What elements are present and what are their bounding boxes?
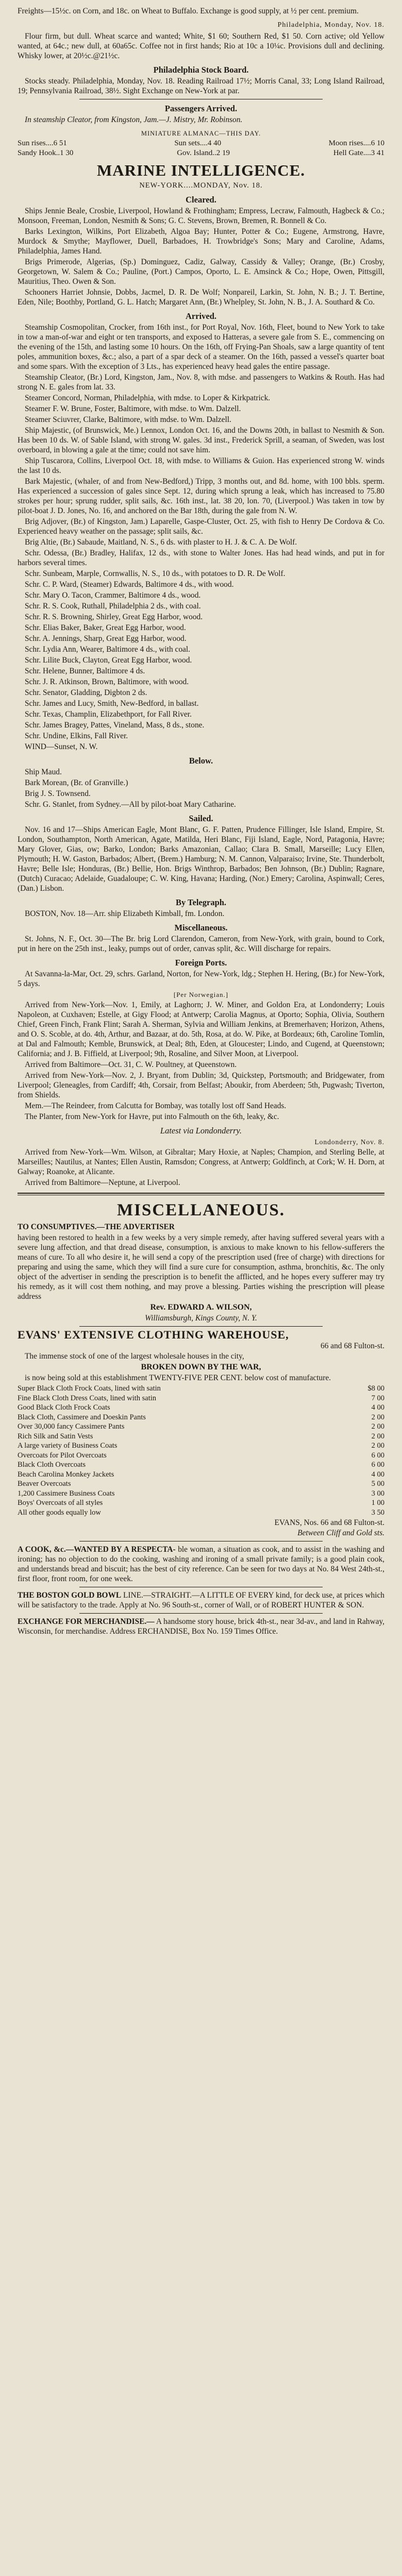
price-row: [18, 1413, 384, 1422]
telegraph-text: BOSTON, Nov. 18—Arr. ship Elizabeth Kimball, fm. London.: [25, 909, 225, 918]
arrived-entry: Steamship Cosmopolitan, Crocker, from 16th inst., for Port Royal, Nov. 16th, Fleet, bound to New York to take in tow a man-of-war and eight or ten transports, and exposed to Hatteras, a severe gale from S. E., commencing on the evening of the 15th, and lasting some 10 hours. On the 16th, off Frying-Pan Shoals, saw a large quantity of tent poles, ammunition boxes, &c.; also, a part of a spar deck of a steamer. On the 16th, passed a vessel's quarter boat and some spars. With the exception of 3 Lts., has experienced heavy head gales the entire passage.: [18, 323, 384, 371]
phila-market-text: Flour firm, but dull. Wheat scarce and wanted; White, $1 60; Southern Red, $1 50. Corn active; old Yellow wanted, at 64c.; new dull, at 60a65c. Coffee not in first hands; Rio at 10c a 10¼c. Provisions dull and declining. Whisky lower, at 20½c.@21½c.: [18, 32, 384, 60]
ship-ad-body: LINE.—STRAIGHT.—A LITTLE OF EVERY kind, for deck use, at prices which will be satisfactory to the trade. Apply at No. 96 South-st., corner of Wall, or of ROBERT HUNTER & SON.: [18, 1591, 384, 1609]
ship-ad-lead: THE BOSTON GOLD BOWL: [18, 1591, 122, 1600]
arrived-entry: Steamer Concord, Norman, Philadelphia, with mdse. to Loper & Kirkpatrick.: [25, 394, 271, 402]
evans-ad-address: 66 and 68 Fulton-st.: [321, 1342, 384, 1350]
divider: [79, 1613, 323, 1614]
consumptives-ad-head: [18, 1222, 384, 1232]
almanac-moon-rises: Moon rises....6 10: [328, 139, 384, 147]
foreign-ports-heading: Foreign Ports.: [175, 958, 227, 968]
exchange-ad-lead: EXCHANGE FOR MERCHANDISE.—: [18, 1617, 155, 1626]
arrived-entry: Schr. Senator, Gladding, Digbton 2 ds.: [25, 688, 147, 697]
arrived-entry: Ship Majestic, (of Brunswick, Me.) Lennox, London Oct. 16, and the Downs 20th, in ballast to Nesmith & Son. Has been 10 ds. W. of Sable Island, with strong W. gales. 3d inst., Frederick Sprill, a seaman, of Sweden, was lost overboard, in blowing a gale at the time; could not save him.: [18, 426, 384, 454]
price-row: [18, 1489, 384, 1499]
wind-report: WIND—Sunset, N. W.: [25, 742, 98, 751]
consumptives-ad-lead: TO CONSUMPTIVES.—THE ADVERTISER: [18, 1223, 175, 1231]
price-item: A large variety of Business Coats: [18, 1442, 118, 1450]
cleared-entry: Brigs Primerode, Algerias, (Sp.) Dominguez, Cadiz, Galway, Cassidy & Valley; Orange, (Br.) Crosby, Georgetown, W. Salem & Co.; Pauline, (Port.) Campos, Oporto, L. E. Amsinck & Co.; Hope, Owen, Pittsgill, Mauritius, Theo. Owen & Son.: [18, 258, 384, 286]
price-value: 1 00: [371, 1499, 384, 1507]
arrived-entry: Bark Majestic, (whaler, of and from New-Bedford,) Tripp, 3 months out, and 8d. home, with 100 bbls. sperm. Has experienced a succession of gales since Sept. 12, during which sprung a leak, which has increased to 75.80 strokes per hour; sprung rudder, split sails, &c. 16th inst., lat. 38 20, lon. 70, (Liverpool.) Was taken in tow by pilot-boat J. D. Jones, No. 16, and anchored on the Bar 18th, during the gale from N. W.: [18, 477, 384, 515]
miscellaneous-ads-title: MISCELLANEOUS.: [117, 1201, 285, 1219]
arrived-entry: Brig Adjover, (Br.) of Kingston, Jam.) Laparelle, Gaspe-Cluster, Oct. 25, with fish to Henry De Cordova & Co. Experienced heavy weather on the passage; split sails, &c.: [18, 517, 384, 536]
arrived-entry: Schr. Helene, Bunner, Baltimore 4 ds.: [25, 667, 145, 675]
arrived-entry: Schr. James and Lucy, Smith, New-Bedford, in ballast.: [25, 699, 199, 708]
foreign-entry: Arrived from New-York—Nov. 2, J. Bryant, from Dublin; 3d, Quickstep, Portsmouth; and Bridgewater, from Liverpool; Gleneagles, from Cardiff; 4th, Corsair, from Belfast; Aboukir, from Aberdeen; 5th, Pugwash; Tiverton, from Shields.: [18, 1071, 384, 1099]
misc-text: St. Johns, N. F., Oct. 30—The Br. brig Lord Clarendon, Cameron, from New-York, with grain, bound to Cork, put in here on the 25th inst., leaky, pumps out of order, canvas split, &c. Will discharge for repairs.: [18, 935, 384, 953]
almanac-sun-sets: Sun sets....4 40: [174, 139, 222, 147]
foreign-entry: The Planter, from New-York for Havre, put into Falmouth on the 6th, leaky, &c.: [25, 1112, 279, 1121]
price-item: Black Cloth, Cassimere and Doeskin Pants: [18, 1413, 146, 1421]
arrived-entry: Schr. Sunbeam, Marple, Cornwallis, N. S., 10 ds., with potatoes to D. R. De Wolf.: [25, 569, 286, 578]
foreign-entry: Arrived from Baltimore—Oct. 31, C. W. Poultney, at Queenstown.: [25, 1060, 237, 1069]
latest-dateline: Londonderry, Nov. 8.: [314, 1138, 384, 1146]
evans-ad-signature: EVANS, Nos. 66 and 68 Fulton-st.: [274, 1518, 384, 1527]
price-item: Good Black Cloth Frock Coats: [18, 1403, 110, 1412]
below-entry: Brig J. S. Townsend.: [25, 789, 91, 798]
cook-ad-body: ble woman, a situation as cook, and to assist in the washing and ironing; has no objection to do the cooking, washing and ironing of a small private family; is a good plain cook, and understands bread and biscuit; has the best of city reference. Can be seen for two days at No. 84 West 24th-st., first floor, front room, for one week.: [18, 1545, 384, 1583]
stock-board-text: Stocks steady. Philadelphia, Monday, Nov. 18. Reading Railroad 17½; Morris Canal, 33; Long Island Railroad, 19; Pennsylvania Railroad, 38½. Sight Exchange on New-York at par.: [18, 77, 384, 95]
marine-dateline: NEW-YORK....MONDAY, Nov. 18.: [139, 181, 263, 190]
price-row: [18, 1470, 384, 1480]
price-row: [18, 1394, 384, 1403]
arrived-entry: Schr. Odessa, (Br.) Bradley, Halifax, 12 ds., with stone to Walter Jones. Has had head winds, and put in for harbors several times.: [18, 549, 384, 567]
misc-heading: Miscellaneous.: [174, 923, 228, 933]
consumptives-ad-address: Williamsburgh, Kings County, N. Y.: [145, 1314, 257, 1323]
below-entry: Ship Maud.: [25, 768, 62, 776]
below-heading: Below.: [189, 756, 213, 766]
price-value: 3 50: [371, 1508, 384, 1517]
price-item: Boys' Overcoats of all styles: [18, 1499, 103, 1507]
arrived-entry: Ship Tuscarora, Collins, Liverpool Oct. 18, with mdse. to Williams & Guion. Has experienced strong W. winds the last 10 ds.: [18, 456, 384, 475]
evans-ad-note: Between Cliff and Gold sts.: [297, 1529, 384, 1537]
price-row: [18, 1432, 384, 1442]
arrived-entry: Brig Altie, (Br.) Sabaude, Maitland, N. S., 6 ds. with plaster to H. J. & C. A. De Wolf.: [25, 538, 297, 547]
arrived-entry: Schr. C. P. Ward, (Steamer) Edwards, Baltimore 4 ds., with wood.: [25, 580, 234, 589]
foreign-entry: Arrived from New-York—Nov. 1, Emily, at Laghorn; J. W. Miner, and Goldon Era, at Londonderry; Louis Napoleon, at Cuxhaven; Estelle, at Gigy Flood; at Antwerp; Carolia Magnus, at Oporto; Sophia, Olivia, Southern Chief, Green Finch, Frank Flint; Sarah A. Sherman, Sylvia and William Jenkins, at Bremerhaven; Horizon, Athens, and O. S. Scoble, at do. 4th, Arthur, and Bazaar, at do. 5th, Rosa, at do. W. Pike, at Bordeaux; 6th, Caroline Tomlin, at Dal and Falmouth; Kemble, Brunswick, at Deal; 8th, Eden, at Gloucester; Lindo, and Cugend, at Queenstown; California; and J. B. Fiffield, at Liverpool; 9th, Rosaline, and Silver Moon, at Liverpool.: [18, 1001, 384, 1058]
price-item: 1,200 Cassimere Business Coats: [18, 1489, 115, 1498]
price-item: Overcoats for Pilot Overcoats: [18, 1451, 107, 1460]
price-value: 2 00: [371, 1422, 384, 1431]
arrived-entry: Schr. James Bragey, Pattes, Vineland, Mass, 8 ds., stone.: [25, 721, 205, 730]
price-row: [18, 1508, 384, 1518]
foreign-source-note: [Per Norwegian.]: [173, 991, 229, 998]
almanac-row-2: [18, 148, 384, 158]
price-item: All other goods equally low: [18, 1508, 101, 1517]
below-entry: Schr. G. Stanlet, from Sydney.—All by pilot-boat Mary Catharine.: [25, 800, 236, 809]
cleared-entry: Schooners Harriet Johnsie, Dobbs, Jacmel, D. R. De Wolf; Nonpareil, Larkin, St. John, N. B.; J. T. Bertine, Eden, Nile; Boothby, Portland, G. L. Hatch; Margaret Ann, (Br.) Whelpley, St. John, N. B., J. A. Southard & Co.: [18, 288, 384, 307]
price-value: 2 00: [371, 1413, 384, 1421]
almanac-gov-island: Gov. Island..2 19: [177, 149, 230, 157]
almanac-row-1: [18, 139, 384, 148]
arrived-entry: Steamer F. W. Brune, Foster, Baltimore, with mdse. to Wm. Dalzell.: [25, 404, 241, 413]
price-item: Beaver Overcoats: [18, 1480, 71, 1488]
arrived-entry: Schr. R. S. Browning, Shirley, Great Egg Harbor, wood.: [25, 613, 203, 621]
foreign-entry: At Savanna-la-Mar, Oct. 29, schrs. Garland, Norton, for New-York, ldg.; Stephen H. Hering, (Br.) for New-York, 5 days.: [18, 970, 384, 988]
marine-intelligence-title: MARINE INTELLIGENCE.: [96, 161, 306, 179]
cleared-heading: Cleared.: [186, 195, 216, 205]
price-item: Over 30,000 fancy Cassimere Pants: [18, 1422, 125, 1431]
evans-ad-body: is now being sold at this establishment TWENTY-FIVE PER CENT. below cost of manufacture.: [25, 1374, 331, 1382]
price-value: 4 00: [371, 1470, 384, 1479]
arrived-entry: Schr. Undine, Elkins, Fall River.: [25, 732, 128, 740]
price-value: 6 00: [371, 1461, 384, 1469]
cook-ad-lead: A COOK, &c.—WANTED BY A RESPECTA-: [18, 1545, 176, 1554]
exchange-ad: [18, 1617, 384, 1636]
price-row: [18, 1422, 384, 1432]
almanac-sandy-hook: Sandy Hook..1 30: [18, 149, 74, 157]
price-value: $8 00: [367, 1384, 384, 1393]
price-row: [18, 1498, 384, 1508]
latest-heading: Latest via Londonderry.: [160, 1126, 242, 1136]
price-item: Beach Carolina Monkey Jackets: [18, 1470, 114, 1479]
arrived-entry: Steamship Cleator, (Br.) Lord, Kingston, Jam., Nov. 8, with mdse. and passengers to Watkins & Routh. Has had strong N. E. gales from lat. 33.: [18, 373, 384, 392]
sailed-heading: Sailed.: [189, 814, 213, 823]
price-row: [18, 1403, 384, 1413]
price-value: 4 00: [371, 1403, 384, 1412]
evans-ad-intro: The immense stock of one of the largest wholesale houses in the city,: [25, 1352, 244, 1361]
arrived-entry: Schr. A. Jennings, Sharp, Great Egg Harbor, wood.: [25, 634, 187, 643]
latest-entry: Arrived from Baltimore—Neptune, at Liverpool.: [25, 1178, 180, 1187]
arrived-entry: Schr. Texas, Champlin, Elizabethport, for Fall River.: [25, 710, 192, 719]
evans-ad-broken: BROKEN DOWN BY THE WAR,: [141, 1363, 261, 1371]
arrived-entry: Schr. Elias Baker, Baker, Great Egg Harbor, wood.: [25, 623, 186, 632]
cleared-entry: Barks Lexington, Wilkins, Port Elizabeth, Algoa Bay; Hunter, Potter & Co.; Eugene, Armstrong, Havre, Murdock & Smythe; Mayflower, Duell, Barbadoes, H. Trowbridge's Sons; Mary and Caroline, Adams, Philadelphia, James Hand.: [18, 227, 384, 256]
evans-ad-head: EVANS' EXTENSIVE CLOTHING WAREHOUSE,: [18, 1328, 289, 1341]
cook-ad: [18, 1545, 384, 1584]
price-item: Super Black Cloth Frock Coats, lined with satin: [18, 1384, 161, 1393]
sailed-text: Nov. 16 and 17—Ships American Eagle, Mont Blanc, G. F. Patten, Prudence Fillinger, Isle Island, Empire, St. London, Southampton, North American, Agate, Matilda, Heri Blanc, Fiji Island, Eagle, Nord, Patagonia, Havre; Mary Glover, Gias, ow; Barko, London; Barks Amazonian, Callao; Clara B. Small, Marseille; Lucy Ellen, Plymouth; H. W. Gaston, Barbados; Albert, (Brem.) Hamburg; N. M. Cannon, Valparaiso; Irvine, Ste. Thunderbolt, Havre; Belle Isle; Honduras, (Br.) Bellie, Hon. Brigs Winthrop, Barbados; Ben Johnson, (Br.) Dublin; Ragnare, (Dutch) Curacao; Adelaide, Guadaloupe; C. W. King, Havana; Harding, (Nor.) Emery; Carolina, Aspinwall; Ceres, (Dan.) Lisbon.: [18, 825, 384, 893]
price-value: 6 00: [371, 1451, 384, 1460]
arrived-entry: Schr. J. R. Atkinson, Brown, Baltimore, with wood.: [25, 677, 189, 686]
ship-ad: [18, 1590, 384, 1610]
latest-entry: Arrived from New-York—Wm. Wilson, at Gibraltar; Mary Hoxie, at Naples; Champion, and Sterling Belle, at Marseilles; Nautilus, at Nantes; Ellen Austin, Ramsdon; Congress, at Antwerp; Goldfinch, at Cork; W. H. Dorn, at Galway; Roanoke, at Alicante.: [18, 1148, 384, 1176]
arrived-entry: Steamer Sciuvrer, Clarke, Baltimore, with mdse. to Wm. Dalzell.: [25, 415, 231, 424]
arrived-entry: Schr. R. S. Cook, Ruthall, Philadelphia 2 ds., with coal.: [25, 602, 201, 611]
arrived-entry: Schr. Mary O. Tacon, Crammer, Baltimore 4 ds., wood.: [25, 591, 201, 600]
almanac-hell-gate: Hell Gate....3 41: [333, 149, 384, 157]
telegraph-heading: By Telegraph.: [175, 897, 227, 907]
section-divider: [18, 1193, 384, 1195]
price-item: Rich Silk and Satin Vests: [18, 1432, 93, 1440]
arrived-heading: Arrived.: [185, 311, 217, 321]
below-entry: Bark Morean, (Br. of Granville.): [25, 778, 128, 787]
price-row: [18, 1384, 384, 1394]
price-value: 7 00: [371, 1394, 384, 1402]
price-value: 2 00: [371, 1442, 384, 1450]
divider: [79, 1326, 323, 1327]
price-item: Fine Black Cloth Dress Coats, lined with satin: [18, 1394, 157, 1402]
arrived-entry: Schr. Lydia Ann, Wearer, Baltimore 4 ds., with coal.: [25, 645, 190, 654]
stock-board-heading: Philadelphia Stock Board.: [153, 65, 249, 75]
phila-market-heading: Philadelphia, Monday, Nov. 18.: [277, 21, 384, 29]
price-item: Black Cloth Overcoats: [18, 1461, 86, 1469]
price-row: [18, 1460, 384, 1470]
price-value: 5 00: [371, 1480, 384, 1488]
cleared-entry: Ships Jennie Beale, Crosbie, Liverpool, Howland & Frothingham; Empress, Lecraw, Falmouth, Hagbeck & Co.; Monsoon, Freeman, London, Nesmith & Sons; G. C. Stevens, Brown, Bremen, R. Bonnell & Co.: [18, 207, 384, 225]
price-row: [18, 1451, 384, 1461]
almanac-sun-rises: Sun rises....6 51: [18, 139, 67, 147]
almanac-heading: MINIATURE ALMANAC—THIS DAY.: [141, 130, 261, 137]
price-value: 3 00: [371, 1489, 384, 1498]
freights-paragraph: Freights—15½c. on Corn, and 18c. on Wheat to Buffalo. Exchange is good supply, at ½ per cent. premium.: [18, 7, 359, 15]
consumptives-ad-body: having been restored to health in a few weeks by a very simple remedy, after having suffered several years with a severe lung affection, and that dread disease, consumption, is anxious to make known to his fellow-sufferers the means of cure. To all who desire it, he will send a copy of the prescription used (free of charge) with directions for preparing and using the same, which they will find a sure cure for consumption, asthma, bronchitis, &c. The only object of the advertiser in sending the prescription is to benefit the afflicted, and he hopes every sufferer may try his remedy, as it will cost them nothing, and may prove a blessing. Parties wishing the prescription will please address: [18, 1233, 384, 1301]
foreign-entry: Mem.—The Reindeer, from Calcutta for Bombay, was totally lost off Sand Heads.: [25, 1101, 287, 1110]
consumptives-ad-signature: Rev. EDWARD A. WILSON,: [150, 1303, 252, 1312]
arrived-entry: Schr. Lilite Buck, Clayton, Great Egg Harbor, wood.: [25, 656, 192, 665]
price-row: [18, 1441, 384, 1451]
exchange-ad-body: A handsome story house, brick 4th-st., near 3d-av., and land in Rahway, Wisconsin, for merchandise. Address ERCHANDISE, Box No. 159 Times Office.: [18, 1617, 384, 1636]
passengers-heading: Passengers Arrived.: [164, 104, 238, 113]
price-row: [18, 1479, 384, 1489]
price-value: 2 00: [371, 1432, 384, 1440]
passengers-text: In steamship Cleator, from Kingston, Jam.—J. Mistry, Mr. Robinson.: [25, 115, 243, 124]
evans-price-list: [18, 1384, 384, 1517]
